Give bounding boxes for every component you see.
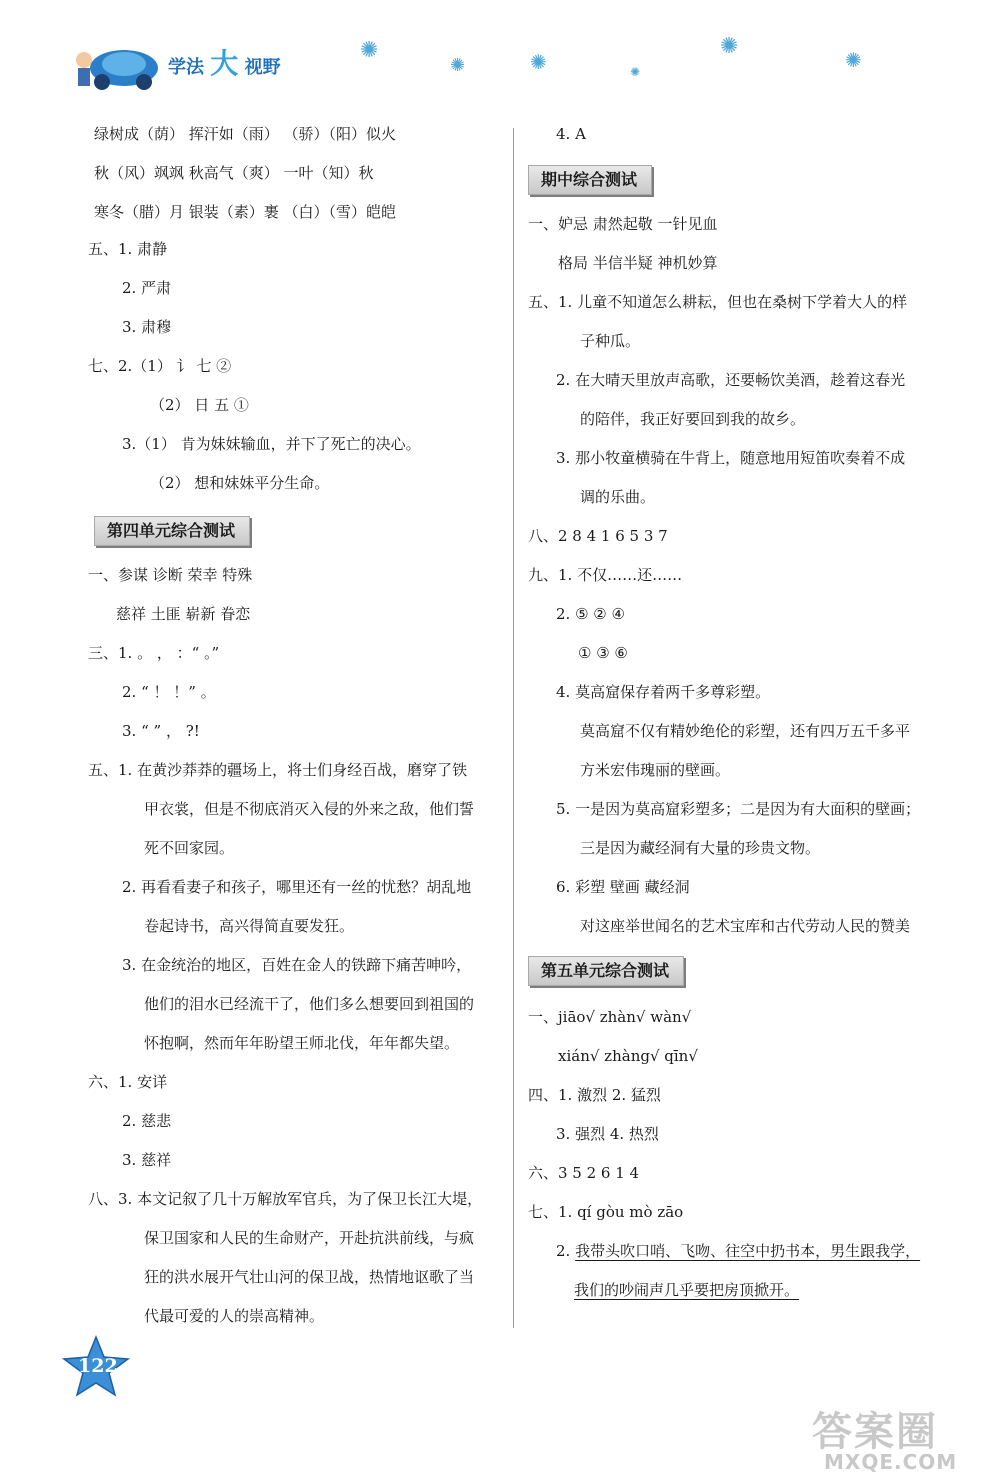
watermark-logo-text: 答案圈 — [812, 1409, 938, 1455]
answer-line: 一、参谋 诊断 荣幸 特殊 — [88, 566, 253, 584]
answer-line: 3.（1） 肯为妹妹输血，并下了死亡的决心。 — [122, 435, 421, 453]
answer-line: （2） 日 五 ① — [150, 396, 249, 414]
answer-line: 死不回家园。 — [144, 839, 235, 857]
watermark — [790, 1400, 985, 1475]
answer-line: 五、1. 在黄沙莽莽的疆场上，将士们身经百战，磨穿了铁 — [88, 761, 468, 779]
answer-line: 秋（风）飒飒 秋高气（爽） 一叶（知）秋 — [94, 164, 374, 182]
answer-line: 七、2.（1） 讠 七 ② — [88, 357, 232, 375]
answer-line: 4. 莫高窟保存着两千多尊彩塑。 — [556, 683, 771, 701]
answer-line: 八、2 8 4 1 6 5 3 7 — [528, 527, 668, 545]
answer-line: 3. 肃穆 — [122, 318, 172, 336]
answer-line: 4. A — [556, 125, 586, 143]
answer-line: 三、1. 。 ， ：“ 。” — [88, 644, 220, 662]
answer-line: 寒冬（腊）月 银装（素）裹 （白）（雪）皑皑 — [94, 203, 397, 221]
item-number: 2. — [556, 1242, 576, 1260]
section-heading: 第四单元综合测试 — [94, 516, 250, 546]
answer-line: 2. ⑤ ② ④ — [556, 605, 625, 623]
answer-line: 子种瓜。 — [580, 332, 641, 350]
answer-line: 怀抱啊，然而年年盼望王师北伐，年年都失望。 — [144, 1034, 460, 1052]
snowflake-icon: ✺ — [720, 34, 739, 59]
answer-line: 3. 那小牧童横骑在牛背上，随意地用短笛吹奏着不成 — [556, 449, 906, 467]
underlined-answer: 我带头吹口哨、飞吻、往空中扔书本，男生跟我学， — [575, 1242, 921, 1260]
answer-line: 六、1. 安详 — [88, 1073, 168, 1091]
answer-line: 他们的泪水已经流干了，他们多么想要回到祖国的 — [144, 995, 475, 1013]
answer-line: （2） 想和妹妹平分生命。 — [150, 474, 330, 492]
section-heading: 期中综合测试 — [528, 165, 652, 195]
snowflake-icon: ✺ — [360, 38, 379, 63]
answer-line: 2. 再看看妻子和孩子，哪里还有一丝的忧愁？胡乱地 — [122, 878, 472, 896]
answer-line: 方米宏伟瑰丽的壁画。 — [580, 761, 731, 779]
answer-line: 2. 慈悲 — [122, 1112, 172, 1130]
answer-line: 格局 半信半疑 神机妙算 — [558, 254, 718, 272]
answer-line: 三是因为藏经洞有大量的珍贵文物。 — [580, 839, 821, 857]
answer-line: 一、jiāo√ zhàn√ wàn√ — [528, 1008, 692, 1026]
brand-logo-part-b: 大 — [210, 47, 239, 80]
brand-logo-text — [168, 42, 281, 82]
column-divider — [513, 128, 514, 1328]
answer-line: 六、3 5 2 6 1 4 — [528, 1164, 640, 1182]
answer-line: 九、1. 不仅……还…… — [528, 566, 683, 584]
answer-line: 对这座举世闻名的艺术宝库和古代劳动人民的赞美 — [580, 917, 911, 935]
answer-line: 3. 在金统治的地区，百姓在金人的铁蹄下痛苦呻吟， — [122, 956, 472, 974]
answer-line: 2. 严肃 — [122, 279, 172, 297]
answer-line: 甲衣裳，但是不彻底消灭入侵的外来之敌，他们誓 — [144, 800, 475, 818]
answer-line: xián√ zhàng√ qīn√ — [558, 1047, 698, 1065]
answer-line: 狂的洪水展开气壮山河的保卫战，热情地讴歌了当 — [144, 1268, 475, 1286]
answer-line: 七、1. qí gòu mò zāo — [528, 1203, 684, 1221]
answer-line: 2. “ ！ ！” 。 — [122, 683, 216, 701]
watermark-url: MXQE.COM — [824, 1450, 958, 1474]
page-number: 122 — [78, 1355, 118, 1377]
brand-logo-part-c: 视野 — [244, 57, 281, 78]
answer-line: 卷起诗书，高兴得简直要发狂。 — [144, 917, 355, 935]
answer-line: 绿树成（荫） 挥汗如（雨） （骄）（阳）似火 — [94, 125, 397, 143]
page-header — [70, 20, 970, 100]
answer-line: 调的乐曲。 — [580, 488, 656, 506]
snowflake-icon: ✺ — [530, 50, 547, 74]
answer-line: 6. 彩塑 壁画 藏经洞 — [556, 878, 690, 896]
page-number-badge — [62, 1335, 130, 1397]
answer-line: 3. 强烈 4. 热烈 — [556, 1125, 659, 1143]
answer-line: 五、1. 儿童不知道怎么耕耘，但也在桑树下学着大人的样 — [528, 293, 908, 311]
answer-line: 慈祥 土匪 崭新 眷恋 — [116, 605, 251, 623]
answer-line: 的陪伴，我正好要回到我的故乡。 — [580, 410, 806, 428]
brand-logo-part-a: 学法 — [168, 57, 204, 78]
answer-line: 一、妒忌 肃然起敬 一针见血 — [528, 215, 718, 233]
snowflake-icon: ✺ — [630, 65, 641, 79]
answer-line: 莫高窟不仅有精妙绝伦的彩塑，还有四万五千多平 — [580, 722, 911, 740]
answer-line: 3. 慈祥 — [122, 1151, 172, 1169]
answer-line — [556, 1240, 920, 1262]
section-heading: 第五单元综合测试 — [528, 956, 684, 986]
answer-line: 5. 一是因为莫高窟彩塑多；二是因为有大面积的壁画； — [556, 800, 921, 818]
answer-line: 五、1. 肃静 — [88, 240, 168, 258]
underlined-answer: 我们的吵闹声几乎要把房顶掀开。 — [574, 1281, 800, 1299]
answer-line: 代最可爱的人的崇高精神。 — [144, 1307, 325, 1325]
answer-line: 八、3. 本文记叙了几十万解放军官兵，为了保卫长江大堤， — [88, 1190, 483, 1208]
car-logo-icon — [70, 40, 162, 92]
answer-line: 保卫国家和人民的生命财产，开赴抗洪前线，与疯 — [144, 1229, 475, 1247]
answer-line: 四、1. 激烈 2. 猛烈 — [528, 1086, 661, 1104]
answer-line: ① ③ ⑥ — [578, 644, 628, 662]
answer-line: 3. “ ” ， ?! — [122, 722, 200, 740]
snowflake-icon: ✺ — [845, 48, 862, 72]
snowflake-icon: ✺ — [450, 55, 466, 76]
answer-line: 2. 在大晴天里放声高歌，还要畅饮美酒，趁着这春光 — [556, 371, 906, 389]
